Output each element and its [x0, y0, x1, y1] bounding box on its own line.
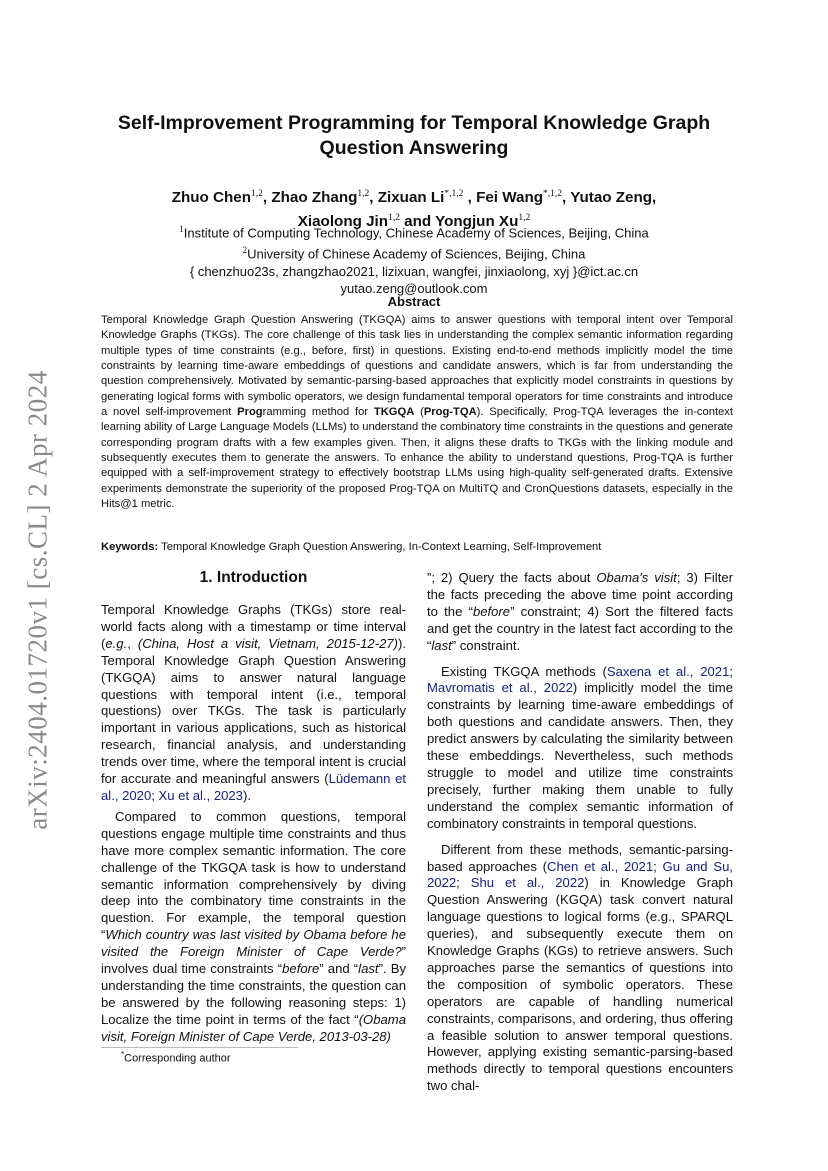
- author-affil-mark: 1,2: [518, 213, 531, 224]
- title-line-1: Self-Improvement Programming for Temporal Knowledge Graph: [117, 112, 711, 134]
- affiliation-1: Institute of Computing Technology, Chinese Academy of Sciences, Beijing, China: [183, 225, 649, 241]
- author-name: Zhuo Chen: [171, 189, 252, 207]
- section-heading-introduction: 1. Introduction: [199, 569, 308, 586]
- arxiv-identifier: arXiv:2404.01720v1 [cs.CL] 2 Apr 2024: [22, 370, 53, 830]
- abstract-heading: Abstract: [387, 294, 441, 309]
- author-affil-mark: 1,2: [388, 213, 400, 224]
- author-affil-mark: *,1,2: [444, 189, 464, 199]
- author-name: Yongjun Xu: [435, 213, 519, 231]
- citation-link[interactable]: Gu and Su, 2022: [427, 858, 734, 891]
- author-email-2: yutao.zeng@outlook.com: [340, 281, 488, 297]
- citation-link[interactable]: Lüdemann et al., 2020: [101, 771, 406, 803]
- citation-link[interactable]: Xu et al., 2023: [158, 787, 243, 803]
- citation-link[interactable]: Chen et al., 2021: [547, 858, 654, 874]
- author-affil-mark: *,1,2: [543, 189, 563, 199]
- author-affil-mark: 1,2: [357, 189, 370, 199]
- abstract-body: Temporal Knowledge Graph Question Answering (TKGQA) aims to answer questions with temporal intent over Temporal Knowledge Graphs (TKGs). The core challenge of this task lies in understanding the complex semantic information regarding multiple types of time constraints (e.g., before, first) in questions. Existing end-to-end methods implicitly model the time constraints by learning time-aware embeddings of questions and candidate answers, which is far from understanding the question comprehensively. Motivated by semantic-parsing-based approaches that explicitly model constraints in questions by generating logical forms with symbolic operators, we design fundamental temporal operators for time constraints and introduce a novel self-improvement Programming method for TKGQA (Prog-TQA). Specifically, Prog-TQA leverages the in-context learning ability of Large Language Models (LLMs) to understand the combinatory time constraints in the questions and generate corresponding program drafts with a few examples given. Then, it aligns these drafts to TKGs with the linking module and subsequently executes them to generate the answers. To enhance the ability to understand questions, Prog-TQA is further equipped with a self-improvement strategy to effectively bootstrap LLMs using high-quality self-generated drafts. Extensive experiments demonstrate the superiority of the proposed Prog-TQA on MultiTQ and CronQuestions datasets, especially in the Hits@1 metric.: [101, 314, 733, 511]
- intro-paragraph: Compared to common questions, temporal questions engage multiple time constraints and thus have more complex semantic information. The core challenge of the TKGQA task is how to understand semantic information comprehensively by diving deep into the combinatory time constraints in the question. For example, the temporal question “Which country was last visited by Obama before he visited the Foreign Minister of Cape Verde?” involves dual time constraints “before” and “last”. By understanding the time constraints, the question can be answered by the following reasoning steps: 1) Localize the time point in terms of the fact “(Obama visit, Foreign Minister of Cape Verde, 2013-03-28): [101, 808, 407, 1044]
- affiliation-2: University of Chinese Academy of Sciences, Beijing, China: [247, 246, 586, 262]
- arxiv-sidebar: [18, 360, 58, 840]
- keywords-label: Keywords:: [101, 541, 159, 553]
- author-name: Fei Wang: [476, 189, 544, 207]
- author-name: Yutao Zeng: [570, 189, 653, 207]
- author-emails: { chenzhuo23s, zhangzhao2021, lizixuan, wangfei, jinxiaolong, xyj }@ict.ac.cn: [189, 263, 639, 279]
- intro-paragraph: Existing TKGQA methods (Saxena et al., 2021; Mavromatis et al., 2022) implicitly model the time constraints by learning time-aware embeddings of both questions and candidate answers. Then, they predict answers by calculating the similarity between these embeddings. Nevertheless, such methods struggle to model and utilize time constraints precisely, further making them unable to fully understand the complex semantic information of combinatory constraints in temporal questions.: [427, 663, 734, 831]
- citation-link[interactable]: Mavromatis et al., 2022: [427, 680, 573, 696]
- intro-paragraph: Temporal Knowledge Graphs (TKGs) store real-world facts along with a timestamp or time interval (e.g., (China, Host a visit, Vietnam, 2015-12-27)). Temporal Knowledge Graph Question Answering (TKGQA) aims to answer natural language questions with temporal intent (i.e., temporal questions) over TKGs. The task is particularly important in various applications, such as historical research, financial analysis, and understanding trends over time, where the temporal intent is crucial for accurate and meaningful answers (Lüdemann et al., 2020; Xu et al., 2023).: [101, 602, 406, 803]
- paper-title: [60, 111, 768, 161]
- title-line-2: Question Answering: [319, 137, 509, 159]
- footnote-mark: *: [121, 1050, 125, 1059]
- footnote-text: Corresponding author: [124, 1052, 231, 1065]
- author-name: Xiaolong Jin: [297, 213, 389, 231]
- author-name: Zixuan Li: [377, 189, 445, 207]
- author-name: Zhao Zhang: [271, 189, 358, 207]
- footnote-divider: [101, 1047, 298, 1048]
- keywords: [101, 541, 733, 553]
- affiliations: $^1$Institute of Computing Technology, Chinese Academy of Sciences, Beijing, China $^2$University of Chinese Academy of Sciences, Beijing, China { chenzhuo23s, zhangzhao2021, lizixuan, wangfei, jinxiaolong, xyj }@ict.ac.cn yutao.zeng@outlook.com: [60, 221, 768, 298]
- footnote: [121, 1050, 231, 1065]
- author-list: Zhuo Chen$^{1,2}$, Zhao Zhang$^{1,2}$, Zixuan $Li^{*,1,2}$ , Fei Wang$^{*,1,2}$, Yutao Zeng, Xiaolong Jin$^{1,2}$ and Yongjun Xu$^{1,2}$: [171, 189, 657, 231]
- keywords-text: Temporal Knowledge Graph Question Answering, In-Context Learning, Self-Improvement: [158, 541, 602, 553]
- right-column: [427, 570, 733, 1095]
- author-affil-mark: 1,2: [251, 189, 263, 199]
- intro-paragraph: Different from these methods, semantic-parsing-based approaches (Chen et al., 2021; Gu and Su, 2022; Shu et al., 2022) in Knowledge Graph Question Answering (KGQA) task convert natural language questions to logical forms (e.g., SPARQL queries), and subsequently execute them on Knowledge Graphs (KGs) to retrieve answers. Such approaches parse the semantics of questions into the composition of symbolic operators. These operators are capable of handling numerical constraints, comparisons, and ordering, thus offering a feasible solution to answer temporal questions. However, applying existing semantic-parsing-based methods directly to temporal questions encounters two chal-: [427, 841, 734, 1094]
- left-column: [101, 602, 406, 1046]
- intro-paragraph-continued: ”; 2) Query the facts about Obama's visit; 3) Filter the facts preceding the above time point according to the “before” constraint; 4) Sort the filtered facts and get the country in the latest fact according to the “last” constraint.: [427, 570, 733, 653]
- citation-link[interactable]: Saxena et al., 2021: [606, 663, 730, 679]
- citation-link[interactable]: Shu et al., 2022: [470, 875, 585, 891]
